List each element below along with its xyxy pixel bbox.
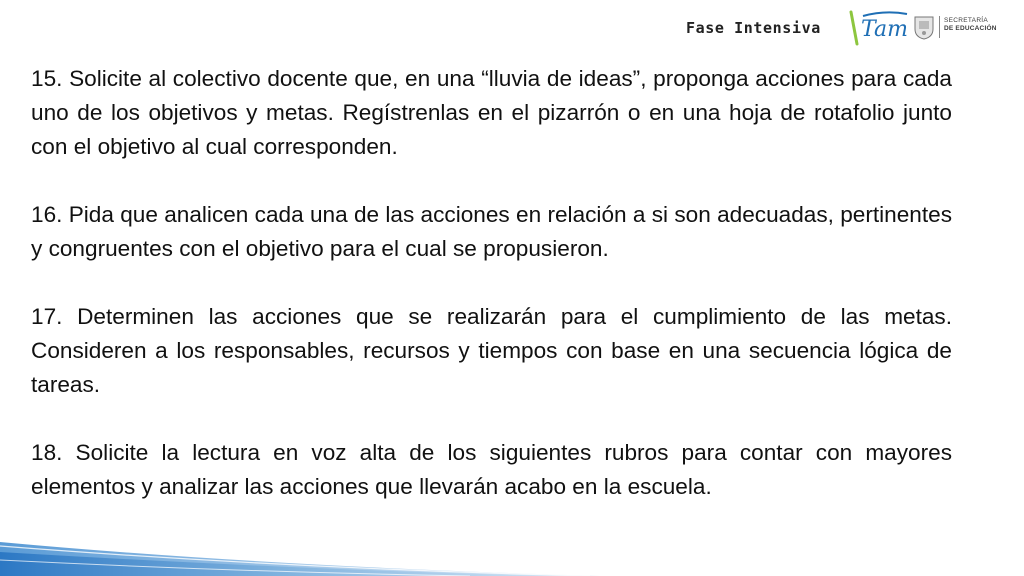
paragraph-16: 16. Pida que analicen cada una de las acciones en relación a si son adecuadas, pertinentes y congruentes con el objetivo para el cual se propusieron.	[31, 202, 952, 261]
footer-wave-decoration	[0, 516, 1024, 576]
section-label: Fase Intensiva	[686, 19, 821, 37]
tamaulipas-logo	[845, 8, 911, 48]
logo-divider	[939, 16, 940, 38]
secretaria-line2: DE EDUCACIÓN	[944, 25, 997, 32]
paragraph-18: 18. Solicite la lectura en voz alta de los siguientes rubros para contar con mayores elementos y analizar las acciones que llevarán acabo en la escuela.	[31, 440, 952, 499]
paragraph-15: 15. Solicite al colectivo docente que, en una “lluvia de ideas”, proponga acciones para cada uno de los objetivos y metas. Regístrenlas en el pizarrón o en una hoja de rotafolio junto con el objetivo al cual corresponden.	[31, 66, 952, 159]
paragraph-17: 17. Determinen las acciones que se realizarán para el cumplimiento de las metas. Consideren a los responsables, recursos y tiempos con base en una secuencia lógica de tareas.	[31, 304, 952, 397]
slide-body	[31, 62, 952, 538]
secretaria-logo-text	[944, 17, 997, 33]
state-seal-icon	[913, 14, 935, 40]
secretaria-line1: SECRETARÍA	[944, 17, 989, 24]
tam-logo-text: Tam	[861, 17, 908, 42]
